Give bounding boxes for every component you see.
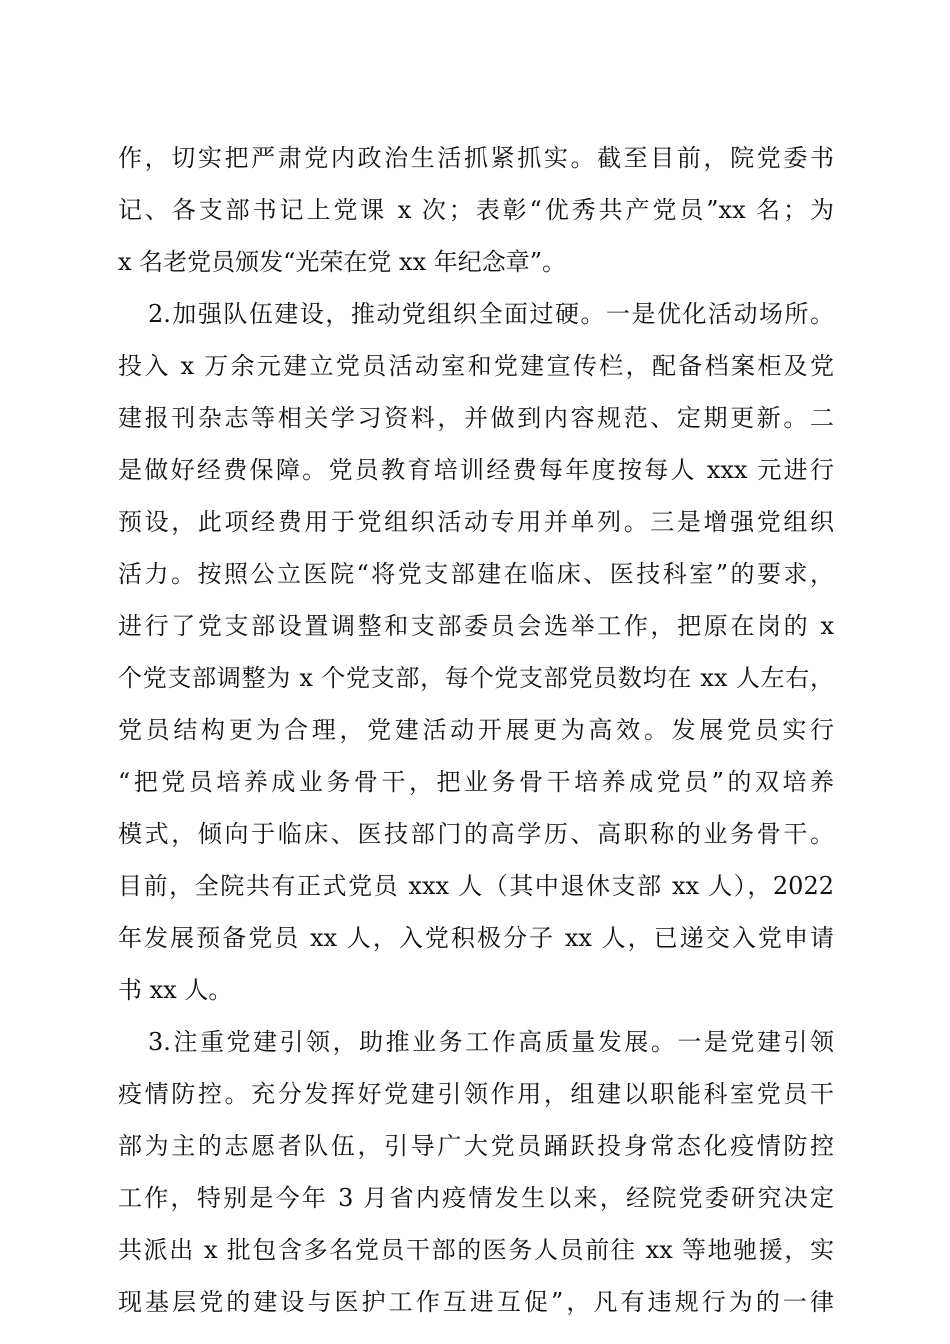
text-line: x 名老党员颁发“光荣在党 xx 年纪念章”。: [118, 248, 567, 276]
text-line: 作，切实把严肃党内政治生活抓紧抓实。截至目前，院党委书: [118, 144, 834, 172]
text-line: 记、各支部书记上党课 x 次；表彰“优秀共产党员”xx 名；为: [118, 196, 834, 224]
text-line: 党员结构更为合理，党建活动开展更为高效。发展党员实行: [118, 716, 834, 744]
text-line: 2.加强队伍建设，推动党组织全面过硬。一是优化活动场所。: [148, 300, 834, 328]
text-line: 书 xx 人。: [118, 976, 233, 1004]
text-line: 投入 x 万余元建立党员活动室和党建宣传栏，配备档案柜及党: [118, 352, 834, 380]
text-line: 部为主的志愿者队伍，引导广大党员踊跃投身常态化疫情防控: [118, 1132, 834, 1160]
text-line: 疫情防控。充分发挥好党建引领作用，组建以职能科室党员干: [118, 1080, 834, 1108]
text-line: 建报刊杂志等相关学习资料，并做到内容规范、定期更新。二: [118, 404, 834, 432]
text-line: 目前，全院共有正式党员 xxx 人（其中退休支部 xx 人），2022: [118, 872, 834, 900]
text-line: 3.注重党建引领，助推业务工作高质量发展。一是党建引领: [148, 1028, 834, 1056]
text-line: 个党支部调整为 x 个党支部，每个党支部党员数均在 xx 人左右，: [118, 664, 834, 692]
text-line: “把党员培养成业务骨干，把业务骨干培养成党员”的双培养: [118, 768, 834, 796]
text-line: 进行了党支部设置调整和支部委员会选举工作，把原在岗的 x: [118, 612, 834, 640]
text-line: 现基层党的建设与医护工作互进互促”，凡有违规行为的一律: [118, 1288, 834, 1316]
text-line: 活力。按照公立医院“将党支部建在临床、医技科室”的要求，: [118, 560, 834, 588]
text-line: 年发展预备党员 xx 人，入党积极分子 xx 人，已递交入党申请: [118, 924, 834, 952]
text-line: 是做好经费保障。党员教育培训经费每年度按每人 xxx 元进行: [118, 456, 834, 484]
text-line: 预设，此项经费用于党组织活动专用并单列。三是增强党组织: [118, 508, 834, 536]
text-line: 模式，倾向于临床、医技部门的高学历、高职称的业务骨干。: [118, 820, 834, 848]
text-line: 工作，特别是今年 3 月省内疫情发生以来，经院党委研究决定: [118, 1184, 834, 1212]
text-line: 共派出 x 批包含多名党员干部的医务人员前往 xx 等地驰援，实: [118, 1236, 834, 1264]
